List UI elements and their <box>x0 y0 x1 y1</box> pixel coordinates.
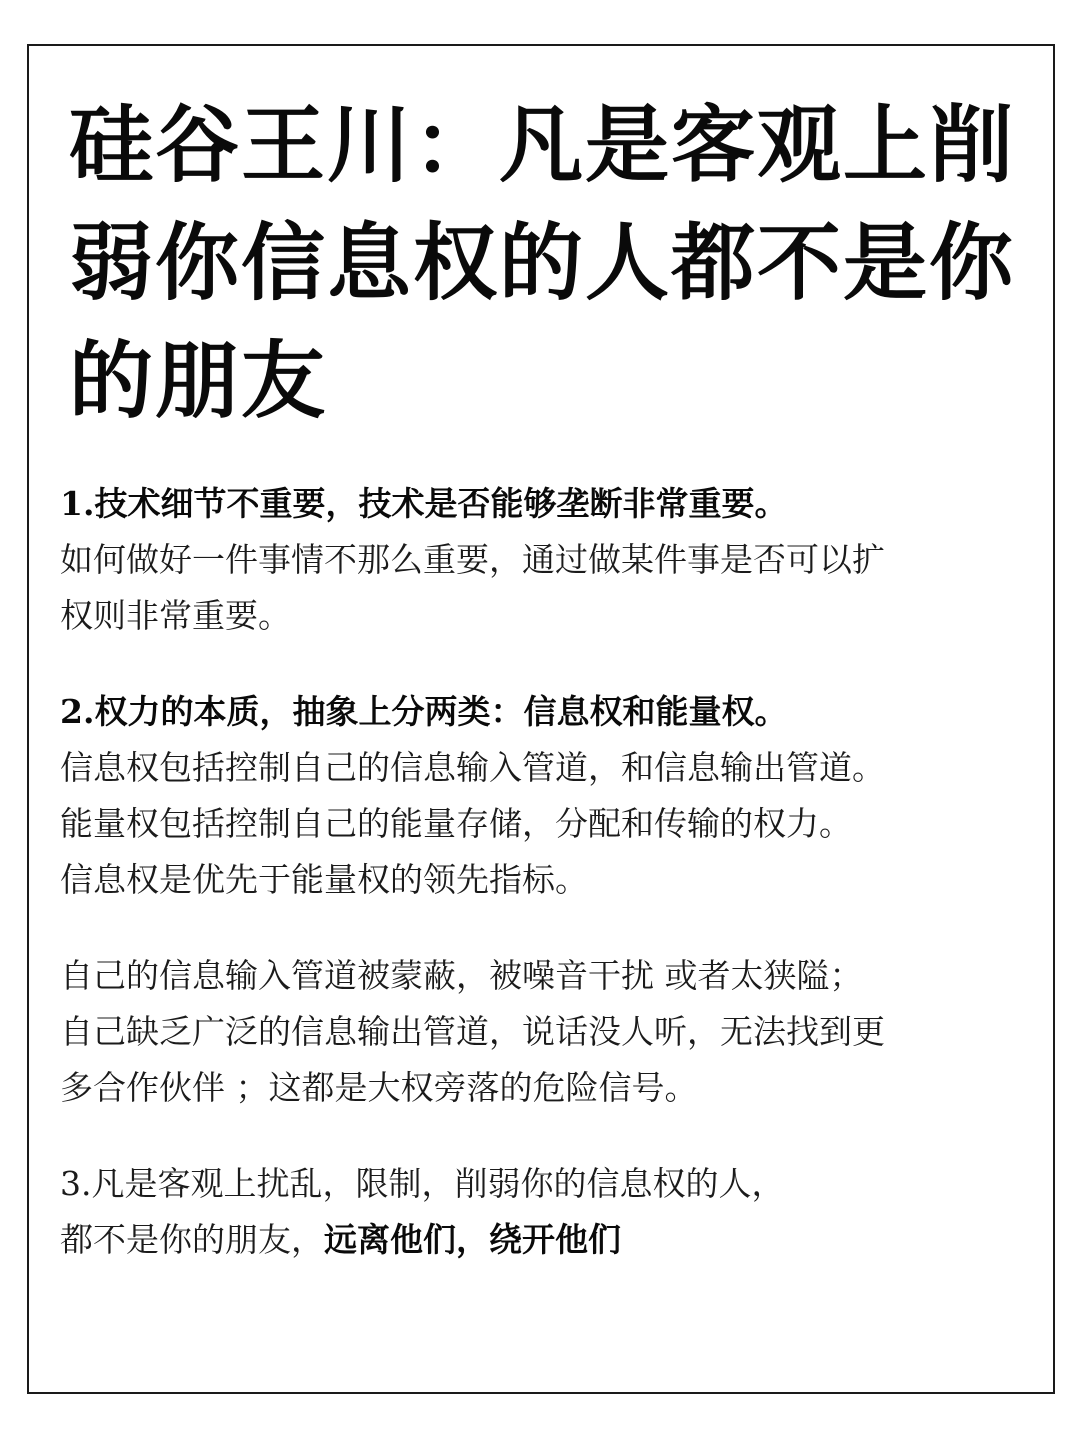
paragraph-1-heading: 1.技术细节不重要，技术是否能够垄断非常重要。 <box>60 484 788 523</box>
paragraph-3-line: 多合作伙伴 ；这都是大权旁落的危险信号。 <box>60 1068 698 1107</box>
paragraph-2-line: 信息权是优先于能量权的领先指标。 <box>60 860 588 899</box>
article-title <box>69 86 1029 440</box>
article-body <box>60 476 1030 1308</box>
article-card <box>27 44 1055 1394</box>
paragraph-2-line: 能量权包括控制自己的能量存储，分配和传输的权力。 <box>60 804 852 843</box>
title-line: 硅谷王川：凡是客观上削 <box>69 96 1016 194</box>
paragraph-4-plain-text: 都不是你的朋友， <box>60 1220 324 1259</box>
paragraph-1-line: 权则非常重要。 <box>60 596 291 635</box>
paragraph-3-line: 自己的信息输入管道被蒙蔽，被噪音干扰 或者太狭隘； <box>60 956 863 995</box>
paragraph-4-emphasis: 远离他们，绕开他们 <box>324 1220 621 1259</box>
paragraph-3 <box>60 948 1030 1116</box>
paragraph-4 <box>60 1156 1030 1268</box>
title-line: 弱你信息权的人都不是你 <box>69 214 1016 312</box>
title-line: 的朋友 <box>69 332 328 430</box>
paragraph-2-line: 信息权包括控制自己的信息输入管道，和信息输出管道。 <box>60 748 885 787</box>
paragraph-2 <box>60 684 1030 908</box>
paragraph-1 <box>60 476 1030 644</box>
paragraph-4-line: 3.凡是客观上扰乱，限制，削弱你的信息权的人， <box>60 1164 785 1203</box>
paragraph-1-line: 如何做好一件事情不那么重要，通过做某件事是否可以扩 <box>60 540 885 579</box>
paragraph-2-heading: 2.权力的本质，抽象上分两类：信息权和能量权。 <box>60 692 788 731</box>
paragraph-3-line: 自己缺乏广泛的信息输出管道，说话没人听，无法找到更 <box>60 1012 885 1051</box>
paragraph-4-line <box>60 1212 1030 1268</box>
